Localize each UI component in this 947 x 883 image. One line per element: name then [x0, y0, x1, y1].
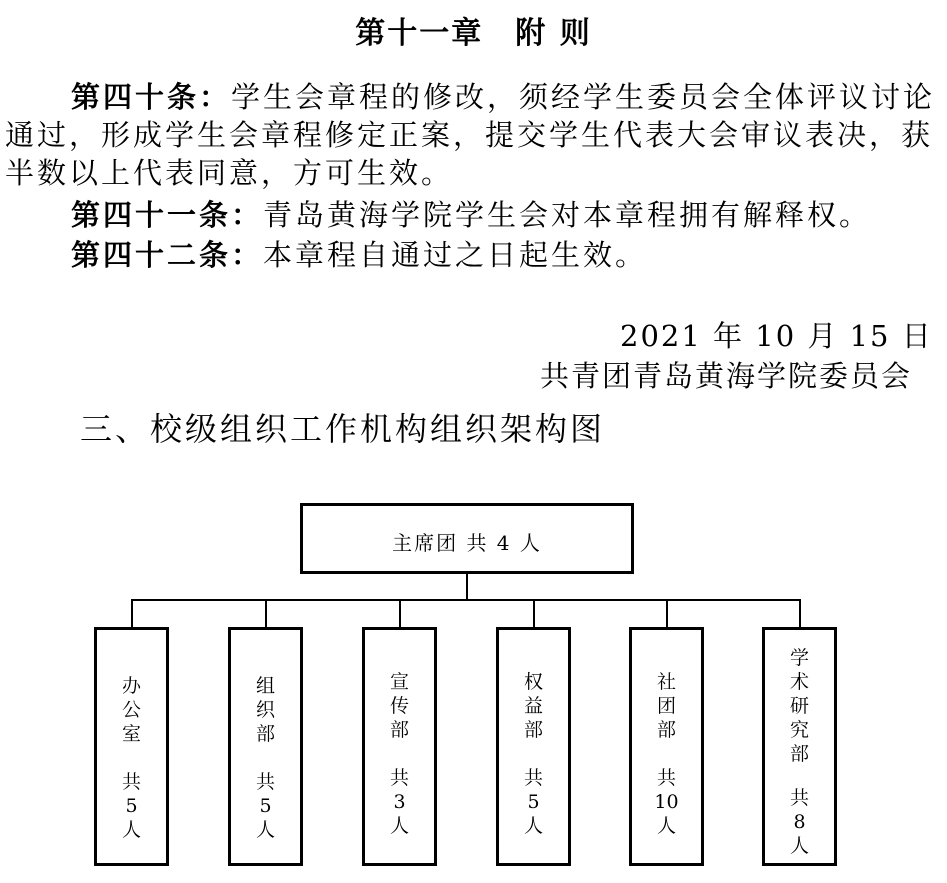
- article-41: [5, 196, 945, 234]
- dept-box: [362, 627, 437, 866]
- signature-date: 2021 年 10 月 15 日: [620, 319, 933, 353]
- article-text: 学生会章程的修改，须经学生委员会全体评议讨论: [231, 80, 936, 114]
- article-label: 第四十一条：: [71, 198, 264, 232]
- article-text: 本章程自通过之日起生效。: [263, 238, 648, 272]
- dept-box: [496, 627, 571, 866]
- connector-line: [131, 599, 801, 601]
- connector-line: [799, 599, 801, 627]
- dept-label: 社 团 部 共 10 人: [654, 671, 679, 837]
- dept-box: [629, 627, 704, 866]
- connector-line: [399, 599, 401, 627]
- signature-org: 共青团青岛黄海学院委员会: [540, 359, 913, 393]
- dept-box: [94, 627, 169, 866]
- connector-line: [466, 574, 468, 600]
- dept-box: [762, 627, 837, 866]
- dept-label: 权 益 部 共 5 人: [523, 671, 543, 837]
- article-text: 通过，形成学生会章程修定正案，提交学生代表大会审议表决，获: [5, 118, 934, 152]
- article-text: 青岛黄海学院学生会对本章程拥有解释权。: [263, 198, 872, 232]
- dept-label: 办 公 室 共 5 人: [121, 675, 141, 841]
- article-text: 半数以上代表同意，方可生效。: [5, 156, 454, 190]
- dept-label: 宣 传 部 共 3 人: [389, 671, 409, 837]
- org-top-label: 主席团 共 4 人: [392, 531, 542, 555]
- connector-line: [131, 599, 133, 627]
- connector-line: [265, 599, 267, 627]
- article-label: 第四十条：: [71, 80, 232, 114]
- article-label: 第四十二条：: [71, 238, 264, 272]
- dept-label: 组 织 部 共 5 人: [255, 675, 275, 841]
- chapter-title: 第十一章 附 则: [355, 16, 592, 51]
- section-title: 三、校级组织工作机构组织架构图: [80, 410, 606, 448]
- dept-box: [228, 627, 303, 866]
- article-40: [5, 78, 945, 192]
- article-42: [5, 236, 945, 274]
- connector-line: [533, 599, 535, 627]
- connector-line: [666, 599, 668, 627]
- org-top-box: [300, 503, 634, 574]
- dept-label: 学 术 研 究 部 共 8 人: [789, 647, 809, 857]
